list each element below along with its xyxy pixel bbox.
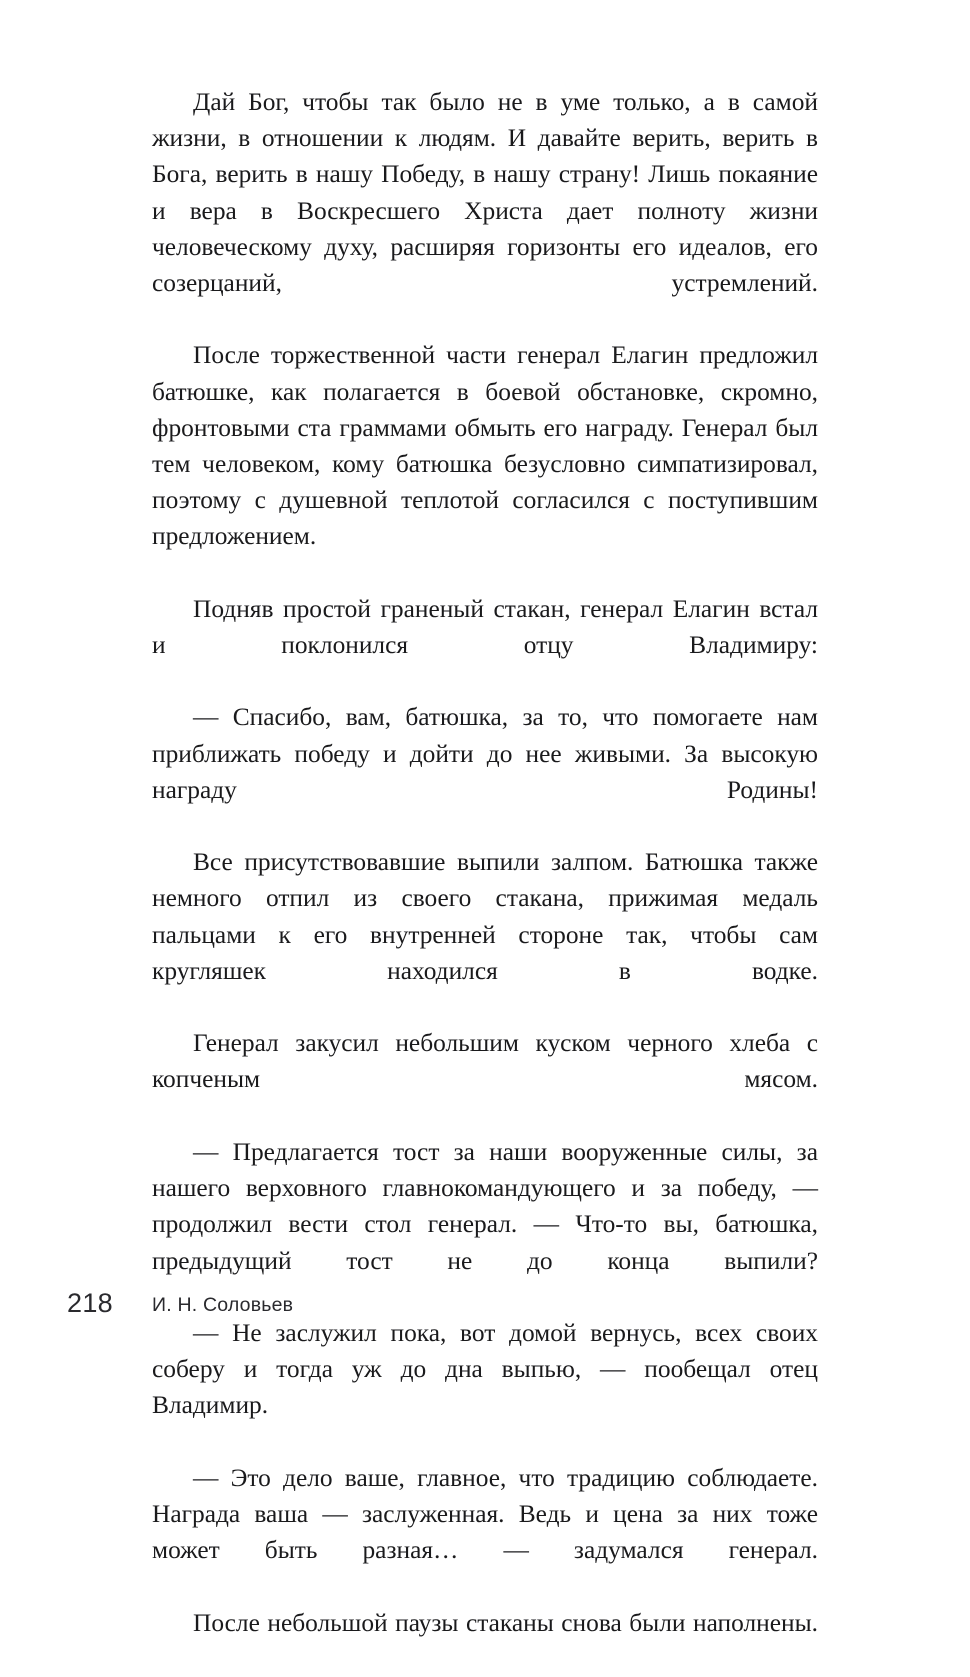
- paragraph: После торжественной части генерал Елагин предложил батюшке, как полагается в боевой обстановке, скромно, фронтовыми ста граммами обмыть его награду. Генерал был тем человеком, кому батюшка безусловно симпатизировал, поэтому с душевной теплотой согласился с поступившим предложением.: [152, 341, 818, 551]
- page-number: 218: [67, 1288, 113, 1318]
- paragraph: Дай Бог, чтобы так было не в уме только, а в самой жизни, в отношении к людям. И давайте верить, верить в Бога, верить в нашу Победу, в нашу страну! Лишь покаяние и вера в Воскресшего Христа дает полноту жизни человеческому духу, расширяя горизонты его идеалов, его созерцаний, устремлений.: [152, 88, 818, 298]
- running-head-author: И. Н. Соловьев: [152, 1294, 294, 1316]
- paragraph: Генерал закусил небольшим куском черного хлеба с копченым мясом.: [152, 1029, 818, 1094]
- body-text-column: [152, 84, 818, 1677]
- paragraph: Подняв простой граненый стакан, генерал Елагин встал и поклонился отцу Владимиру:: [152, 594, 818, 660]
- paragraph: После небольшой паузы стаканы снова были наполнены.: [193, 1608, 818, 1637]
- paragraph-dialogue: — Это дело ваше, главное, что традицию соблюдаете. Награда ваша — заслуженная. Ведь и цена за них тоже может быть разная… — задумался генерал.: [152, 1463, 818, 1565]
- page-footer: [0, 1286, 970, 1326]
- paragraph: Все присутствовавшие выпили залпом. Батюшка также немного отпил из своего стакана, прижимая медаль пальцами к его внутренней стороне так, чтобы сам кругляшек находился в водке.: [152, 848, 818, 985]
- paragraph-dialogue: — Не заслужил пока, вот домой вернусь, всех своих соберу и тогда уж до дна выпью, — пообещал отец Владимир.: [152, 1318, 818, 1420]
- paragraph-dialogue: — Предлагается тост за наши вооруженные силы, за нашего верховного главнокомандующего и за победу, — продолжил вести стол генерал. — Что-то вы, батюшка, предыдущий тост не до конца выпили?: [152, 1137, 818, 1275]
- paragraph-dialogue: — Спасибо, вам, батюшка, за то, что помогаете нам приближать победу и дойти до нее живыми. За высокую награду Родины!: [152, 703, 818, 804]
